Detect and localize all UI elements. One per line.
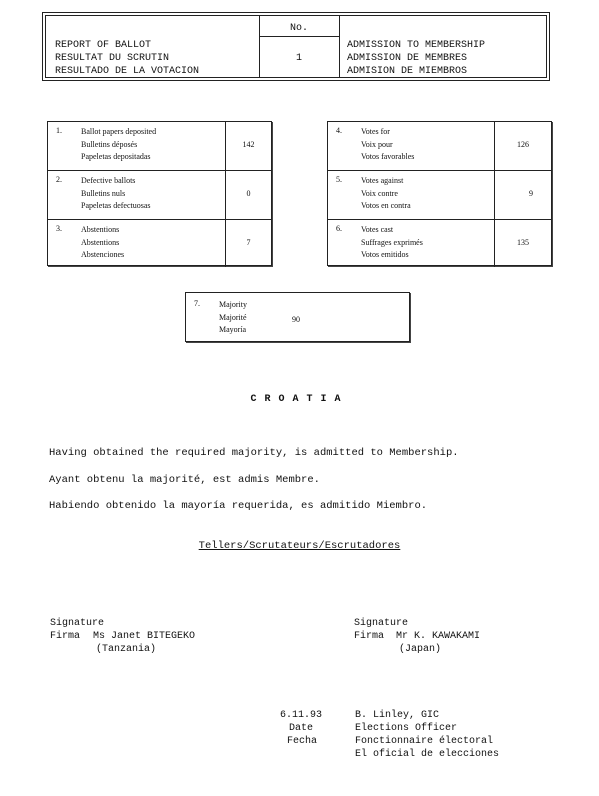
teller-right-name: Mr K. KAWAKAMI (396, 631, 481, 642)
result-labels (81, 126, 156, 164)
subject-es: ADMISION DE MIEMBROS (347, 66, 468, 77)
ballot-number-cell (259, 16, 340, 77)
report-title-es: RESULTADO DE LA VOTACION (55, 66, 200, 77)
result-value-cell (225, 220, 271, 267)
result-value-cell (225, 171, 271, 219)
subject-fr: ADMISSION DE MEMBRES (347, 53, 468, 64)
result-labels (361, 126, 414, 164)
number-label-cell (259, 16, 339, 37)
label-fr: Abstentions (81, 237, 120, 247)
result-labels (361, 175, 411, 213)
result-value-cell (494, 171, 551, 219)
label-en: Defective ballots (81, 176, 136, 185)
statement-en: Having obtained the required majority, is admitted to Membership. (49, 447, 459, 459)
label-en: Votes for (361, 127, 390, 136)
report-title-cell (46, 16, 260, 77)
report-title-en: REPORT OF BALLOT (55, 40, 152, 51)
result-number: 5. (336, 175, 342, 184)
result-value: 126 (517, 140, 529, 149)
result-value-cell (494, 220, 551, 267)
result-number: 3. (56, 224, 62, 233)
majority-number: 7. (194, 299, 200, 308)
tellers-heading: Tellers/Scrutateurs/Escrutadores (198, 540, 401, 552)
result-number: 2. (56, 175, 62, 184)
report-title-fr: RESULTAT DU SCRUTIN (55, 53, 170, 64)
teller-right-country: (Japan) (399, 644, 442, 655)
officer-title-fr: Fonctionnaire électoral (355, 736, 494, 747)
label-es: Votos en contra (361, 201, 411, 210)
result-row-abstentions (48, 220, 271, 267)
officer-title-es: El oficial de elecciones (355, 749, 500, 760)
fecha-label: Fecha (287, 736, 318, 747)
result-row-votes-cast (328, 220, 551, 267)
ballot-header-box (45, 15, 547, 78)
officer-title-en: Elections Officer (355, 723, 458, 734)
label-en: Majority (219, 300, 247, 309)
number-label: No. (289, 23, 308, 34)
label-fr: Bulletins déposés (81, 139, 138, 149)
subject-cell (339, 16, 546, 77)
majority-value: 90 (292, 315, 300, 324)
label-en: Abstentions (81, 225, 120, 234)
label-es: Mayoría (219, 325, 247, 334)
result-row-defective (48, 171, 271, 220)
statement-fr: Ayant obtenu la majorité, est admis Membre. (49, 474, 320, 486)
teller-left-country: (Tanzania) (96, 644, 157, 655)
ballot-number: 1 (295, 53, 302, 64)
label-fr: Bulletins nuls (81, 188, 126, 198)
teller-left-firma-label: Firma (50, 631, 81, 642)
result-labels (81, 175, 151, 213)
country-name: CROATIA (250, 394, 349, 405)
date-label: Date (289, 723, 314, 734)
result-number: 6. (336, 224, 342, 233)
label-fr: Suffrages exprimés (361, 237, 423, 247)
result-value: 7 (246, 238, 251, 247)
label-es: Papeletas depositadas (81, 152, 151, 161)
result-value: 0 (246, 189, 251, 198)
teller-left-name: Ms Janet BITEGEKO (93, 631, 196, 642)
result-row-deposited (48, 122, 271, 171)
label-en: Votes cast (361, 225, 394, 234)
result-row-votes-for (328, 122, 551, 171)
result-number: 1. (56, 126, 62, 135)
teller-left-signature-label: Signature (50, 618, 105, 629)
label-fr: Voix pour (361, 139, 393, 149)
result-labels (81, 224, 124, 262)
result-value: 9 (529, 189, 533, 198)
subject-en: ADMISSION TO MEMBERSHIP (347, 40, 486, 51)
date-value: 6.11.93 (280, 710, 323, 721)
result-value: 142 (242, 140, 255, 149)
label-en: Votes against (361, 176, 404, 185)
result-value-cell (225, 122, 271, 170)
result-labels (361, 224, 423, 262)
majority-box (185, 292, 410, 342)
result-row-votes-against (328, 171, 551, 220)
result-value: 135 (517, 238, 529, 247)
results-box-right (327, 121, 552, 266)
officer-name: B. Linley, GIC (355, 710, 440, 721)
teller-right-firma-label: Firma (354, 631, 385, 642)
statement-es: Habiendo obtenido la mayoría requerida, es admitido Miembro. (49, 500, 428, 512)
label-es: Votos favorables (361, 152, 415, 161)
label-es: Papeletas defectuosas (81, 201, 151, 210)
results-box-left (47, 121, 272, 266)
majority-labels (219, 299, 247, 337)
result-number: 4. (336, 126, 342, 135)
label-fr: Majorité (219, 312, 247, 322)
label-fr: Voix contre (361, 188, 398, 198)
label-en: Ballot papers deposited (81, 127, 157, 136)
label-es: Abstenciones (81, 250, 125, 259)
label-es: Votos emitidos (361, 250, 409, 259)
result-value-cell (494, 122, 551, 170)
teller-right-signature-label: Signature (354, 618, 409, 629)
